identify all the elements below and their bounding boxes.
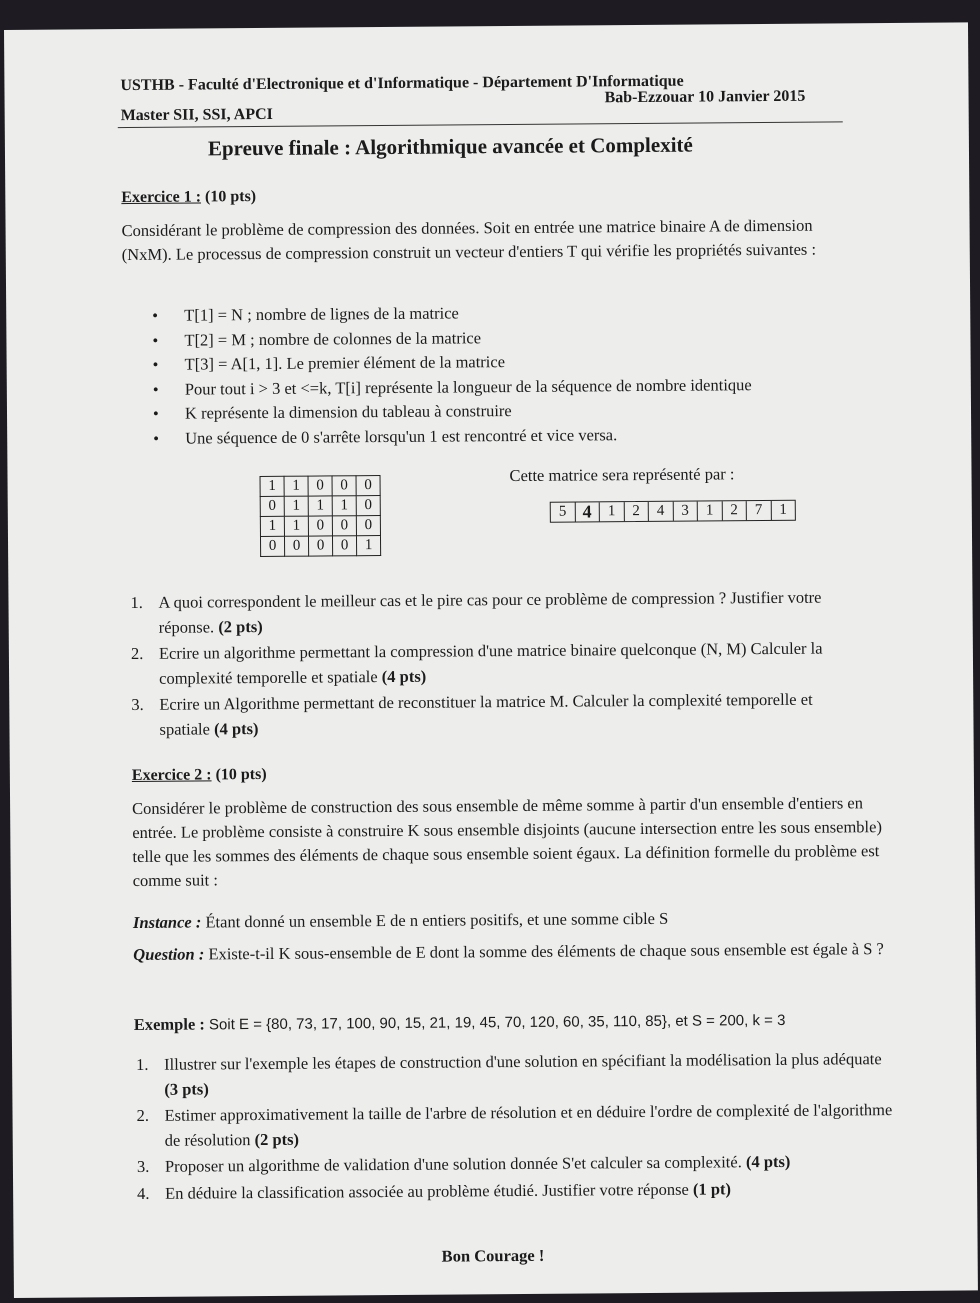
vector-cell: 4 <box>575 502 600 521</box>
exam-sheet <box>4 22 978 1298</box>
matrix-cell: 0 <box>332 476 356 496</box>
vector-cell: 1 <box>698 501 723 520</box>
list-item: • T[2] = M ; nombre de colonnes de la matrice <box>152 323 852 353</box>
matrix-cell: 0 <box>356 496 380 516</box>
matrix-cell: 1 <box>284 476 308 496</box>
question-item: 1. Illustrer sur l'exemple les étapes de construction d'une solution en spécifiant la modélisation la plus adéquate (3 pts) <box>136 1049 882 1099</box>
instance-line: Instance : Étant donné un ensemble E de n entiers positifs, et une somme cible S <box>132 908 669 933</box>
footer-closing: Bon Courage ! <box>441 1245 545 1266</box>
header-institution: USTHB - Faculté d'Electronique et d'Informatique - Département D'Informatique <box>120 72 684 95</box>
matrix-cell: 0 <box>332 536 356 556</box>
list-item: • K représente la dimension du tableau à construire <box>153 396 853 426</box>
vector-cell: 2 <box>624 502 649 521</box>
vector-cell: 5 <box>551 503 576 522</box>
matrix-row <box>260 516 380 537</box>
matrix-cell: 0 <box>284 536 308 556</box>
exercise2-heading: Exercice 2 : (10 pts) <box>131 765 267 785</box>
compressed-vector <box>550 500 796 523</box>
matrix-cell: 1 <box>284 496 308 516</box>
matrix-cell: 0 <box>356 516 380 536</box>
vector-cell: 1 <box>600 502 625 521</box>
matrix-cell: 0 <box>260 536 284 556</box>
question-item: 4. En déduire la classification associée au problème étudié. Justifier votre réponse (1 pt) <box>137 1178 732 1203</box>
vector-cell: 7 <box>747 501 772 520</box>
exercise2-questions <box>136 1047 899 1208</box>
question-item: 3. Proposer un algorithme de validation d'une solution donnée S'et calculer sa complexité. (4 pts) <box>136 1151 791 1176</box>
exercise2-intro: Considérer le problème de construction des sous ensemble de même somme à partir d'un ensemble d'entiers en entrée. Le problème consiste à construire K sous ensemble disjoints (aucune intersection entre les sous ensemble) telle que les sommes des éléments de chaque sous ensemble soient égaux. La définition formelle du problème est comme suit : <box>132 793 882 891</box>
matrix-cell: 1 <box>260 516 284 536</box>
question-item: 1. A quoi correspondent le meilleur cas et le pire cas pour ce problème de compression ? Justifier votre réponse. (2 pts) <box>130 587 822 637</box>
matrix-cell: 0 <box>260 496 284 516</box>
question-item: 3. Ecrire un Algorithme permettant de reconstituer la matrice M. Calculer la complexité temporelle et spatiale (4 pts) <box>131 689 813 739</box>
exercise1-bullets <box>152 298 853 450</box>
vector-cell: 2 <box>722 501 747 520</box>
matrix-cell: 1 <box>308 496 332 516</box>
matrix-cell: 0 <box>308 536 332 556</box>
question-item: 2. Estimer approximativement la taille de l'arbre de résolution et en déduire l'ordre de complexité de l'algorithme de résolution (2 pts) <box>136 1100 893 1150</box>
question-item: 2. Ecrire un algorithme permettant la compression d'une matrice binaire quelconque (N, M) Calculer la complexité temporelle et spatiale (4 pts) <box>130 638 823 688</box>
vector-caption: Cette matrice sera représenté par : <box>509 464 735 486</box>
vector-cell: 1 <box>779 501 787 518</box>
list-item: • T[1] = N ; nombre de lignes de la matrice <box>152 298 852 328</box>
matrix-row <box>260 476 380 497</box>
list-item: • T[3] = A[1, 1]. Le premier élément de la matrice <box>153 347 853 377</box>
matrix-row <box>260 496 380 517</box>
exercise1-intro: Considérant le problème de compression des données. Soit en entrée une matrice binaire A de dimension (NxM). Le processus de compression construit un vecteur d'entiers T qui vérifie les propriétés suivantes : <box>121 215 817 265</box>
matrix-cell: 0 <box>332 516 356 536</box>
vector-cell: 4 <box>649 502 674 521</box>
page-title: Epreuve finale : Algorithmique avancée et Complexité <box>207 132 693 161</box>
header-date: Bab-Ezzouar 10 Janvier 2015 <box>604 87 806 107</box>
matrix-cell: 1 <box>260 476 284 496</box>
matrix-cell: 1 <box>284 516 308 536</box>
matrix-cell: 0 <box>356 476 380 496</box>
question-line: Question : Existe-t-il K sous-ensemble de E dont la somme des éléments de chaque sous ensemble est égale à S ? <box>133 939 884 965</box>
matrix-cell: 1 <box>356 536 380 556</box>
header-programs: Master SII, SSI, APCI <box>120 105 273 125</box>
vector-cell: 3 <box>673 502 698 521</box>
binary-matrix <box>260 475 382 557</box>
list-item: • Pour tout i > 3 et <=k, T[i] représente la longueur de la séquence de nombre identique <box>153 372 853 402</box>
exercise1-heading: Exercice 1 : (10 pts) <box>121 188 257 207</box>
matrix-cell: 0 <box>308 476 332 496</box>
example-line: Exemple : Soit E = {80, 73, 17, 100, 90, 15, 21, 19, 45, 70, 120, 60, 35, 110, 85}, et S = 200, k = 3 <box>133 1011 786 1035</box>
list-item: • Une séquence de 0 s'arrête lorsqu'un 1 est rencontré et vice versa. <box>153 421 853 451</box>
matrix-cell: 1 <box>332 496 356 516</box>
matrix-cell: 0 <box>308 516 332 536</box>
exercise1-questions <box>130 585 866 744</box>
matrix-row <box>260 536 380 557</box>
